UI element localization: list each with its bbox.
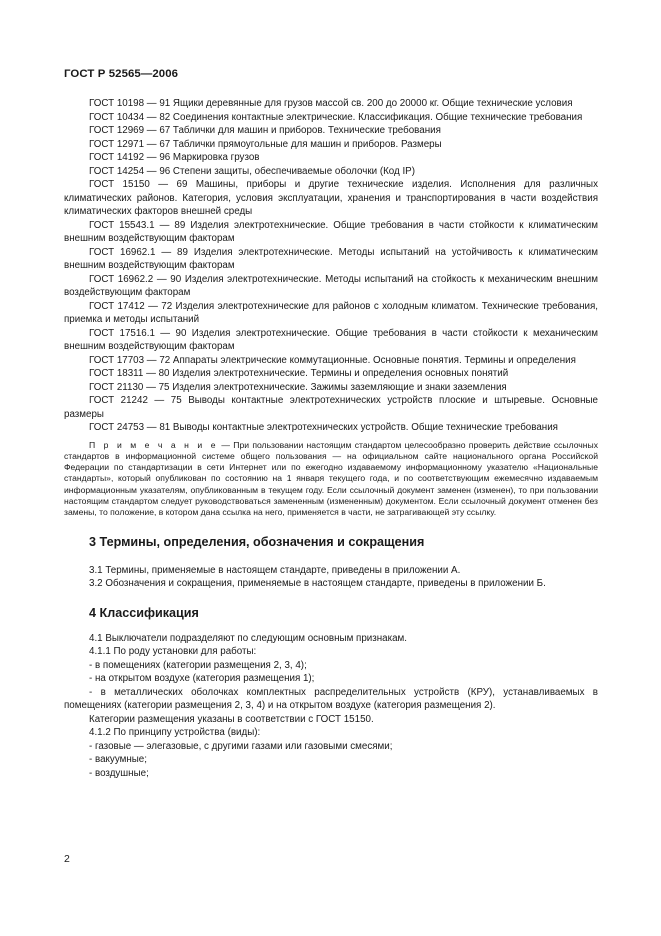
section-4-line: - вакуумные; [89, 754, 147, 766]
standard-id-header: ГОСТ Р 52565—2006 [64, 68, 179, 80]
section-4-line: - в помещениях (категории размещения 2, 3, 4); [89, 659, 307, 671]
reference-item: ГОСТ 21130 — 75 Изделия электротехнические. Зажимы заземляющие и знаки заземления [89, 381, 507, 393]
reference-item: ГОСТ 10434 — 82 Соединения контактные электрические. Классификация. Общие технические требования [89, 111, 583, 123]
section-3-paragraph: 3.1 Термины, применяемые в настоящем стандарте, приведены в приложении А. [89, 564, 461, 576]
section-3-title: 3 Термины, определения, обозначения и сокращения [89, 534, 425, 549]
reference-item: ГОСТ 18311 — 80 Изделия электротехнические. Термины и определения основных понятий [89, 368, 509, 379]
section-4-line: Категории размещения указаны в соответствии с ГОСТ 15150. [89, 713, 374, 725]
reference-item: ГОСТ 15543.1 — 89 Изделия электротехнические. Общие требования в части стойкости к климатическим внешним воздействующим факторам [64, 219, 598, 244]
section-4-line: - газовые — элегазовые, с другими газами или газовыми смесями; [89, 740, 393, 752]
normative-references-list [64, 97, 598, 435]
reference-item: ГОСТ 10198 — 91 Ящики деревянные для грузов массой св. 200 до 20000 кг. Общие технические условия [89, 98, 573, 109]
note-text: — При пользовании настоящим стандартом целесообразно проверить действие ссылочных стандартов в информационной системе общего пользования — на официальном сайте национального органа Российской Федерации по стандартизации в сети Интернет или по ежегодно издаваемому информационному указателю «Национальные стандарты», который опубликован по состоянию на 1 января текущего года, и по соответствующим ежемесячно издаваемым информационным указателям, опубликованным в текущем году. Если ссылочный документ заменен (изменен), то при пользовании настоящим стандартом следует руководствоваться замененным (измененным) документом. Если ссылочный документ отменен без замены, то положение, в котором дана ссылка на него, применяется в части, не затрагивающей эту ссылку. [64, 439, 598, 518]
reference-item: ГОСТ 17703 — 72 Аппараты электрические коммутационные. Основные понятия. Термины и определения [89, 354, 576, 366]
section-3-body [64, 564, 598, 591]
reference-item: ГОСТ 12969 — 67 Таблички для машин и приборов. Технические требования [89, 125, 441, 136]
reference-item: ГОСТ 14192 — 96 Маркировка грузов [89, 152, 260, 163]
reference-item: ГОСТ 14254 — 96 Степени защиты, обеспечиваемые оболочки (Код IP) [89, 165, 415, 177]
section-4-title: 4 Классификация [89, 605, 199, 620]
section-4-line: 4.1.1 По роду установки для работы: [89, 646, 257, 658]
reference-item: ГОСТ 15150 — 69 Машины, приборы и другие технические изделия. Исполнения для различных климатических районов. Категория, условия эксплуатации, хранения и транспортирования в части воздействия климатических факторов внешней среды [64, 179, 598, 217]
section-4-line: - воздушные; [89, 767, 149, 779]
page-number: 2 [64, 853, 70, 865]
note-label: П р и м е ч а н и е [89, 439, 219, 450]
reference-item: ГОСТ 24753 — 81 Выводы контактные электротехнических устройств. Общие технические требования [89, 422, 558, 433]
reference-item: ГОСТ 12971 — 67 Таблички прямоугольные для машин и приборов. Размеры [89, 138, 442, 150]
section-4-body [64, 632, 598, 781]
reference-item: ГОСТ 16962.1 — 89 Изделия электротехнические. Методы испытаний на устойчивость к климатическим внешним воздействующим факторам [64, 246, 598, 271]
section-4-line: - на открытом воздухе (категория размещения 1); [89, 673, 315, 685]
section-4-line: 4.1 Выключатели подразделяют по следующим основным признакам. [89, 632, 408, 644]
reference-item: ГОСТ 17516.1 — 90 Изделия электротехнические. Общие требования в части стойкости к механическим внешним воздействующим факторам [64, 327, 598, 352]
page-content [64, 97, 598, 780]
reference-item: ГОСТ 17412 — 72 Изделия электротехнические для районов с холодным климатом. Технические требования, приемка и методы испытаний [64, 300, 598, 325]
reference-item: ГОСТ 21242 — 75 Выводы контактные электротехнических устройств плоские и штыревые. Основные размеры [64, 395, 598, 420]
references-note [64, 440, 598, 519]
section-3-paragraph: 3.2 Обозначения и сокращения, применяемые в настоящем стандарте, приведены в приложении Б. [89, 578, 546, 590]
reference-item: ГОСТ 16962.2 — 90 Изделия электротехнические. Методы испытаний на стойкость к механическим внешним воздействующим факторам [64, 273, 598, 298]
section-4-line: 4.1.2 По принципу устройства (виды): [89, 727, 261, 739]
section-4-line: - в металлических оболочках комплектных распределительных устройств (КРУ), устанавливаемых в помещениях (категории размещения 2, 3, 4) и на открытом воздухе (категория размещения 2). [64, 686, 598, 712]
